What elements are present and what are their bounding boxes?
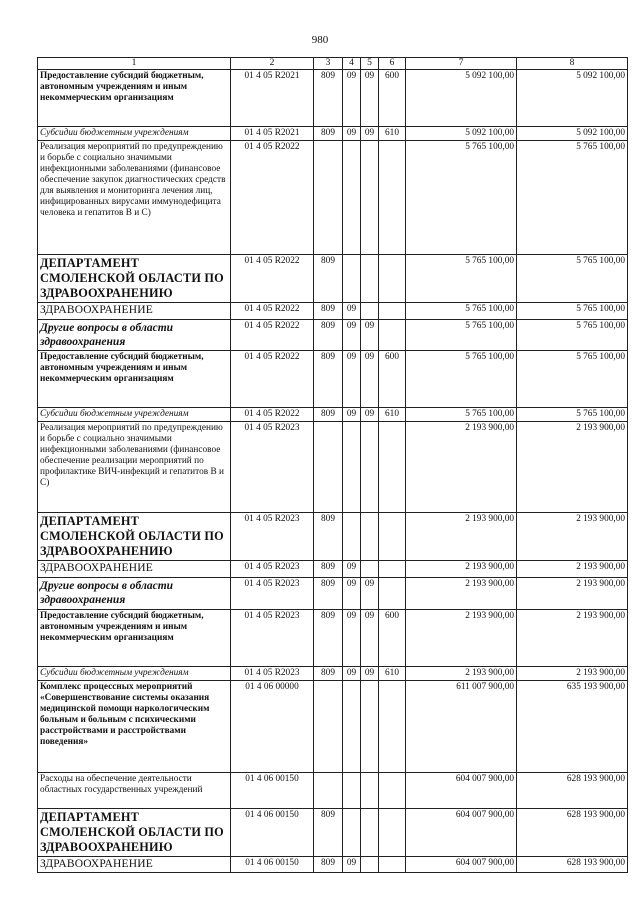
column-header: 7 [406,58,517,70]
row-name-cell: Предоставление субсидий бюджетным, автономным учреждениям и иным некоммерческим организациям [38,70,231,127]
row-expense-type-cell [379,856,406,873]
row-expense-type-cell [379,578,406,610]
table-row [38,408,628,422]
row-amount-2023-cell: 604 007 900,00 [406,808,517,856]
row-subsection-cell [361,680,379,772]
row-code-cell: 01 4 06 00150 [231,856,314,873]
table-row [38,255,628,303]
row-subsection-cell [361,808,379,856]
table-row [38,319,628,351]
row-amount-2023-cell: 604 007 900,00 [406,772,517,808]
row-expense-type-cell [379,319,406,351]
row-ministry-cell: 809 [314,127,343,141]
row-ministry-cell: 809 [314,808,343,856]
row-subsection-cell: 09 [361,127,379,141]
row-code-cell: 01 4 05 R2022 [231,408,314,422]
row-ministry-cell: 809 [314,561,343,578]
row-amount-2024-cell: 635 193 900,00 [517,680,628,772]
row-subsection-cell: 09 [361,578,379,610]
row-name-cell: ЗДРАВООХРАНЕНИЕ [38,856,231,873]
row-code-cell: 01 4 05 R2023 [231,513,314,561]
row-amount-2024-cell: 2 193 900,00 [517,578,628,610]
row-section-cell: 09 [343,609,361,666]
row-subsection-cell [361,255,379,303]
row-amount-2023-cell: 5 765 100,00 [406,408,517,422]
row-name-cell: Комплекс процессных мероприятий «Совершенствование системы оказания медицинской помощи наркологическим больным и больным с психическими расстройствами и расстройствами поведения» [38,680,231,772]
row-subsection-cell: 09 [361,351,379,408]
row-code-cell: 01 4 06 00150 [231,808,314,856]
row-name-cell: Предоставление субсидий бюджетным, автономным учреждениям и иным некоммерческим организациям [38,351,231,408]
row-expense-type-cell [379,808,406,856]
table-row [38,351,628,408]
row-ministry-cell [314,141,343,255]
row-code-cell: 01 4 05 R2021 [231,127,314,141]
row-code-cell: 01 4 05 R2023 [231,578,314,610]
row-name-cell: Субсидии бюджетным учреждениям [38,666,231,680]
row-subsection-cell [361,513,379,561]
row-ministry-cell: 809 [314,666,343,680]
row-expense-type-cell: 610 [379,127,406,141]
row-section-cell [343,141,361,255]
table-row [38,856,628,873]
row-expense-type-cell [379,561,406,578]
row-amount-2024-cell: 5 765 100,00 [517,255,628,303]
row-name-cell: ДЕПАРТАМЕНТ СМОЛЕНСКОЙ ОБЛАСТИ ПО ЗДРАВООХРАНЕНИЮ [38,808,231,856]
row-section-cell: 09 [343,856,361,873]
row-section-cell [343,513,361,561]
row-expense-type-cell [379,255,406,303]
row-section-cell [343,422,361,513]
row-code-cell: 01 4 06 00000 [231,680,314,772]
row-amount-2023-cell: 604 007 900,00 [406,856,517,873]
row-expense-type-cell [379,772,406,808]
row-ministry-cell: 809 [314,303,343,320]
row-section-cell: 09 [343,319,361,351]
row-expense-type-cell: 600 [379,609,406,666]
row-amount-2024-cell: 5 765 100,00 [517,141,628,255]
row-name-cell: ДЕПАРТАМЕНТ СМОЛЕНСКОЙ ОБЛАСТИ ПО ЗДРАВООХРАНЕНИЮ [38,513,231,561]
row-amount-2023-cell: 5 765 100,00 [406,351,517,408]
row-ministry-cell: 809 [314,70,343,127]
table-row [38,561,628,578]
row-code-cell: 01 4 05 R2023 [231,561,314,578]
row-amount-2023-cell: 611 007 900,00 [406,680,517,772]
row-subsection-cell [361,561,379,578]
table-row [38,808,628,856]
row-section-cell: 09 [343,408,361,422]
row-subsection-cell: 09 [361,609,379,666]
row-expense-type-cell: 600 [379,70,406,127]
row-ministry-cell: 809 [314,408,343,422]
table-row [38,127,628,141]
row-amount-2023-cell: 5 765 100,00 [406,141,517,255]
row-subsection-cell [361,856,379,873]
table-row [38,422,628,513]
row-code-cell: 01 4 05 R2022 [231,319,314,351]
row-section-cell [343,255,361,303]
row-section-cell: 09 [343,666,361,680]
row-code-cell: 01 4 05 R2022 [231,303,314,320]
row-amount-2024-cell: 628 193 900,00 [517,856,628,873]
row-section-cell: 09 [343,303,361,320]
row-amount-2024-cell: 5 765 100,00 [517,351,628,408]
table-row [38,680,628,772]
row-name-cell: Предоставление субсидий бюджетным, автономным учреждениям и иным некоммерческим организациям [38,609,231,666]
row-name-cell: ЗДРАВООХРАНЕНИЕ [38,561,231,578]
row-subsection-cell: 09 [361,666,379,680]
table-row [38,666,628,680]
row-ministry-cell: 809 [314,578,343,610]
row-code-cell: 01 4 05 R2022 [231,351,314,408]
row-expense-type-cell: 610 [379,666,406,680]
row-section-cell [343,680,361,772]
row-ministry-cell [314,680,343,772]
row-amount-2024-cell: 2 193 900,00 [517,666,628,680]
row-amount-2024-cell: 2 193 900,00 [517,609,628,666]
row-amount-2024-cell: 628 193 900,00 [517,772,628,808]
table-row [38,70,628,127]
row-name-cell: ДЕПАРТАМЕНТ СМОЛЕНСКОЙ ОБЛАСТИ ПО ЗДРАВООХРАНЕНИЮ [38,255,231,303]
row-amount-2023-cell: 2 193 900,00 [406,422,517,513]
row-expense-type-cell [379,680,406,772]
row-amount-2024-cell: 5 765 100,00 [517,303,628,320]
row-expense-type-cell [379,513,406,561]
budget-table [37,57,628,873]
row-subsection-cell [361,141,379,255]
row-section-cell [343,772,361,808]
row-subsection-cell: 09 [361,319,379,351]
row-name-cell: Расходы на обеспечение деятельности областных государственных учреждений [38,772,231,808]
row-expense-type-cell [379,303,406,320]
row-subsection-cell [361,422,379,513]
row-subsection-cell [361,772,379,808]
row-ministry-cell: 809 [314,351,343,408]
row-amount-2024-cell: 2 193 900,00 [517,561,628,578]
row-ministry-cell: 809 [314,513,343,561]
row-ministry-cell: 809 [314,609,343,666]
column-header: 2 [231,58,314,70]
row-amount-2024-cell: 5 765 100,00 [517,408,628,422]
row-section-cell [343,808,361,856]
row-section-cell: 09 [343,561,361,578]
row-code-cell: 01 4 05 R2023 [231,609,314,666]
column-header: 8 [517,58,628,70]
row-subsection-cell: 09 [361,408,379,422]
row-code-cell: 01 4 05 R2022 [231,141,314,255]
row-section-cell: 09 [343,127,361,141]
row-amount-2024-cell: 5 092 100,00 [517,70,628,127]
row-code-cell: 01 4 05 R2022 [231,255,314,303]
row-expense-type-cell: 610 [379,408,406,422]
row-name-cell: Субсидии бюджетным учреждениям [38,127,231,141]
row-code-cell: 01 4 05 R2021 [231,70,314,127]
column-header: 4 [343,58,361,70]
row-amount-2024-cell: 628 193 900,00 [517,808,628,856]
row-amount-2023-cell: 5 765 100,00 [406,255,517,303]
column-header: 6 [379,58,406,70]
row-name-cell: Реализация мероприятий по предупреждению и борьбе с социально значимыми инфекционными заболеваниями (финансовое обеспечение реализации мероприятий по профилактике ВИЧ-инфекций и гепатитов В и С) [38,422,231,513]
row-code-cell: 01 4 05 R2023 [231,422,314,513]
row-ministry-cell: 809 [314,856,343,873]
row-amount-2023-cell: 5 765 100,00 [406,303,517,320]
table-row [38,772,628,808]
row-section-cell: 09 [343,351,361,408]
row-amount-2023-cell: 5 092 100,00 [406,127,517,141]
row-ministry-cell: 809 [314,319,343,351]
row-amount-2023-cell: 2 193 900,00 [406,578,517,610]
row-subsection-cell: 09 [361,70,379,127]
row-name-cell: Субсидии бюджетным учреждениям [38,408,231,422]
column-header: 3 [314,58,343,70]
row-section-cell: 09 [343,70,361,127]
row-amount-2024-cell: 2 193 900,00 [517,513,628,561]
row-amount-2023-cell: 2 193 900,00 [406,609,517,666]
table-row [38,141,628,255]
table-row [38,609,628,666]
row-code-cell: 01 4 05 R2023 [231,666,314,680]
row-expense-type-cell [379,141,406,255]
table-row [38,578,628,610]
row-name-cell: Другие вопросы в области здравоохранения [38,578,231,610]
row-code-cell: 01 4 06 00150 [231,772,314,808]
row-amount-2024-cell: 5 765 100,00 [517,319,628,351]
table-row [38,303,628,320]
row-ministry-cell [314,422,343,513]
row-ministry-cell [314,772,343,808]
row-amount-2023-cell: 5 092 100,00 [406,70,517,127]
row-expense-type-cell: 600 [379,351,406,408]
row-amount-2024-cell: 5 092 100,00 [517,127,628,141]
row-section-cell: 09 [343,578,361,610]
row-name-cell: ЗДРАВООХРАНЕНИЕ [38,303,231,320]
row-amount-2023-cell: 2 193 900,00 [406,561,517,578]
row-amount-2023-cell: 5 765 100,00 [406,319,517,351]
column-header: 5 [361,58,379,70]
row-amount-2024-cell: 2 193 900,00 [517,422,628,513]
row-amount-2023-cell: 2 193 900,00 [406,666,517,680]
table-header-row [38,58,628,70]
row-expense-type-cell [379,422,406,513]
row-name-cell: Реализация мероприятий по предупреждению и борьбе с социально значимыми инфекционными заболеваниями (финансовое обеспечение закупок диагностических средств для выявления и мониторинга лечения лиц, инфицированных вирусами иммунодефицита человека и гепатитов В и С) [38,141,231,255]
row-amount-2023-cell: 2 193 900,00 [406,513,517,561]
page-number: 980 [311,34,329,46]
row-name-cell: Другие вопросы в области здравоохранения [38,319,231,351]
row-ministry-cell: 809 [314,255,343,303]
column-header: 1 [38,58,231,70]
table-row [38,513,628,561]
row-subsection-cell [361,303,379,320]
